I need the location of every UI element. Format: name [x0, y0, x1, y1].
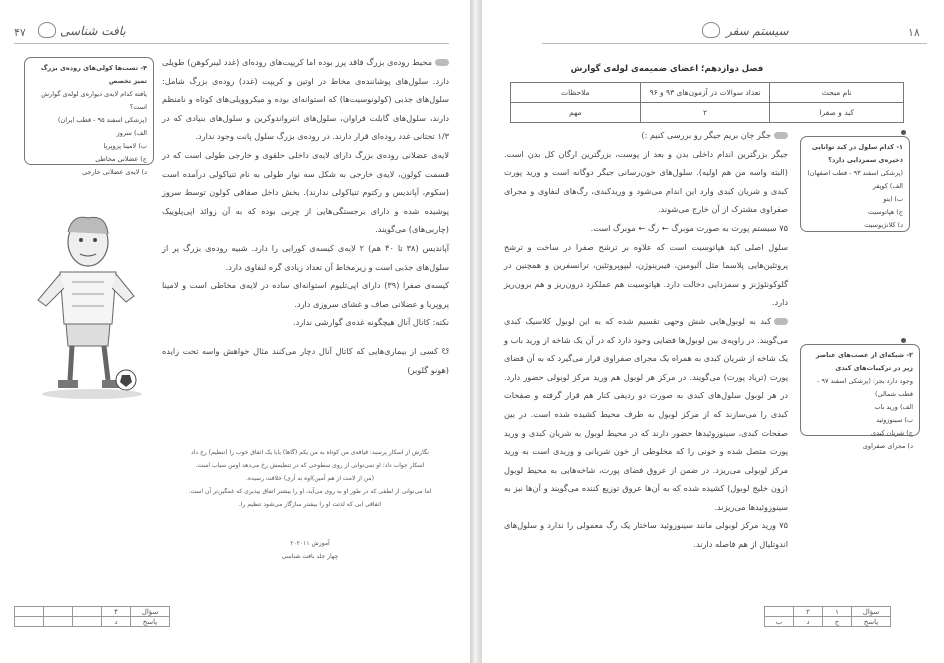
left-paragraph-5: نکته: کانال آنال هیچگونه غده‌ی گوارشی ندارد.: [292, 317, 449, 328]
option-b: ب) سینوزوئید: [876, 416, 913, 424]
illustration-shirt: [60, 272, 116, 324]
question-number: ۲- شبکه‌ای از عصب‌های عناصر زیر در ترکیبات‌های کبدی: [815, 351, 913, 372]
cartoon-footballer-illustration: [22, 212, 152, 402]
answer-grid-cell: [15, 607, 44, 617]
left-header-title: بافت شناسی: [60, 24, 126, 38]
table-header: نام مبحث: [770, 83, 904, 103]
right-page: [482, 0, 944, 663]
right-paragraph-4: سلول اصلی کبد هپاتوسیت است که علاوه بر ترشح صفرا در ساخت و ترشح پروتئین‌هایی پلاسما مثل آلبومین، فیبرینوژن، لیپوپروتئین، ترانسفرین و همچنین در گلوکونئوژنز و سمزدایی دخالت دارد. هپاتوسیت هم عملکرد درون‌ریز و هم برون‌ریز دارد.: [504, 241, 788, 308]
illustration-shoes: [58, 380, 122, 388]
quote-line: اما می‌توانی از لطفی که در طور او به روی می‌آید، او را بیشتر اتفاق بپذیری که غمگین‌تر آن است.: [188, 488, 432, 495]
illustration-legs: [70, 346, 108, 380]
answer-grid-row-question: [15, 607, 170, 617]
question-line: یافته کدام لایه‌ی دیواره‌ی لوله‌ی گوارش است؟: [41, 90, 147, 111]
right-header-rule: [542, 43, 927, 44]
right-page-number: ۱۸: [908, 26, 920, 39]
answer-grid-row-answer: [765, 617, 891, 627]
quote-source: چهار جلد بافت شناسی: [281, 553, 339, 560]
option-d: د) مجرای صفراوی: [862, 442, 913, 450]
left-answer-grid: [14, 606, 170, 627]
answer-grid-label: پاسخ: [131, 617, 170, 627]
left-question-box: [24, 57, 154, 176]
answer-grid-cell: [73, 607, 102, 617]
answer-grid-row-answer: [15, 617, 170, 627]
option-d: د) لایه‌ی عضلانی خارجی: [82, 168, 147, 176]
header-logo-icon: [702, 22, 720, 38]
option-b: ب) لامینا پروپریا: [103, 142, 147, 150]
left-paragraph-4: کیسه‌ی صفرا (۳۹) دارای اپی‌تلیوم استوانه‌ای ساده در لایه‌ی مخاطی است و لامینا پروپریا و عضلانی صاف و غشای سروزی دارد.: [162, 280, 449, 309]
right-body-text: [504, 126, 788, 554]
table-cell: مهم: [511, 103, 641, 123]
question-line: وجود دارد بجز: (پزشکی اسفند ۹۷ - قطب شمالی): [817, 377, 913, 398]
table-header: تعداد سوالات در آزمون‌های ۹۳ و ۹۶: [640, 83, 770, 103]
left-paragraph-2: لایه‌ی عضلانی روده‌ی بزرگ دارای لایه‌ی داخلی حلقوی و خارجی طولی است که در قسمت کولون، لایه‌ی خارجی به شکل سه نوار طولی به نام تنیاکولی درآمده است (سکوم، آپاندیس و رکتوم تنیاکولی ندارند). بخش داخل صفاقی کولون توسط سروز پوشیده شده و دارای برجستگی‌هایی از چربی بوده که به آن زوائد اپی‌پلوییک (چاربی‌های) می‌گویند.: [162, 149, 449, 235]
answer-grid-label: سؤال: [852, 607, 891, 617]
option-a: الف) سروز: [116, 129, 147, 137]
question-line: (پزشکی اسفند ۹۵ - قطب ایران): [57, 116, 147, 124]
left-header-rule: [14, 43, 449, 44]
prompt-icon: ☋: [438, 345, 449, 356]
illustration-eye-right: [93, 238, 97, 242]
table-header: ملاحظات: [511, 83, 641, 103]
answer-grid-label: پاسخ: [852, 617, 891, 627]
answer-grid-cell: ۲: [794, 607, 823, 617]
section-title: فصل دوازدهم؛ اعضای ضمیمه‌ی لوله‌ی گوارش: [570, 64, 764, 74]
question-marker-dot: [901, 338, 906, 343]
left-page-number: ۴۷: [14, 26, 26, 39]
question-prompt: ☋ کسی از بیماری‌هایی که کاتال آنال دچار می‌کنند مثال خواهش واسه تحت زایده (هونو گلوبر): [162, 345, 449, 375]
option-c: ج) هپاتوسیت: [867, 208, 903, 216]
header-logo-icon: [38, 22, 56, 38]
question-line: (پزشکی اسفند ۹۳ - قطب اصفهان): [807, 169, 903, 177]
illustration-hair: [68, 217, 108, 234]
answer-grid-cell: [15, 617, 44, 627]
answer-grid-cell: ۴: [102, 607, 131, 617]
right-paragraph-3: ۷۵ سیستم پورت به صورت موبرگ ← رگ ← موبرگ است.: [590, 222, 788, 233]
right-paragraph-6: ۷۵ ورید مرکز لوبولی مانند سینوزوئید ساختار یک رگ معمولی را ندارد و سلول‌های اندوتلیال از هم فاصله دارند.: [504, 520, 788, 550]
right-answer-grid: [764, 606, 891, 627]
right-paragraph-1: جگر جان بریم جیگر رو بررسی کنیم :): [504, 126, 788, 145]
answer-grid-cell: [44, 607, 73, 617]
quote-line: اسکار جواب داد: او نمی‌توانی از روی سطوحی که در تنظیمش رخ می‌دهد اوس سیاب است.: [195, 462, 425, 469]
right-question-box-1: [800, 136, 910, 232]
option-d: د) کلانژیوسیت: [864, 221, 903, 229]
bullet-icon: [435, 59, 449, 66]
option-a: الف) ورید باب: [874, 403, 913, 411]
answer-grid-cell: ج: [823, 617, 852, 627]
illustration-arm-right: [112, 274, 134, 302]
option-c: ج) عضلانی مخاطی: [95, 155, 147, 163]
left-paragraph-3: آپاندیس (۳۸ تا ۴۰ هم) ۲ لایه‌ی کیسه‌ی کورابی را دارد. شبیه روده‌ی بزرگ پر از سلول‌های جذبی است و زیرمخاط آن تعداد زیادی گره لنفاوی دارد.: [162, 242, 449, 272]
left-paragraph-1: محیط روده‌ی بزرگ فاقد پرز بوده اما کریپت‌های روده‌ای (غدد لیبرکوهن) طویلی دارد. سلول‌های پوشاننده‌ی مخاط در اوتین و کریپت (غدد) روده‌ی بزرگ شامل: سلول‌های جذبی (کولونوسیت‌ها) که استوانه‌ای بوده و میکروویلی‌های کوتاه و نامنظم دارند، سلول‌های گابلت فراوان، سلول‌های انترواندوکرین و سلول‌های بنیادی که در ۱/۳ تحتانی غدد روده‌ای قرار دارند. در روده‌ی بزرگ سلول پانت وجود ندارد.: [162, 57, 449, 142]
bullet-icon: [774, 318, 788, 325]
question-marker-dot: [901, 130, 906, 135]
answer-grid-cell: ب: [765, 617, 794, 627]
bullet-icon: [774, 132, 788, 139]
right-paragraph-2: جیگر بزرگترین اندام داخلی بدن و بعد از پوست، بزرگترین ارگان کل بدن است. (البته واسه من هم اولیه). سلول‌های خون‌رسانی جیگر دوگانه است و ورید پورت کبدی و شریان کبدی وارد این اندام می‌شود و وریدکبدی، رگ‌های لنفاوی و مجرای صفراوی مشترک از آن خارج می‌شوند.: [504, 148, 788, 215]
answer-grid-cell: د: [102, 617, 131, 627]
table-cell: کبد و صفرا: [770, 103, 904, 123]
left-quote-block: [170, 446, 450, 563]
option-c: ج) شریان کبدی: [870, 429, 913, 437]
question-number: ۱- کدام سلول در کبد توانایی ذخیره‌ی سمزدایی دارد؟: [811, 143, 903, 164]
left-body-text: [162, 53, 449, 379]
answer-grid-cell: د: [794, 617, 823, 627]
answer-grid-cell: ۱: [823, 607, 852, 617]
option-a: الف) کوپفر: [872, 182, 903, 190]
question-number: ۴- تست‌ها کولی‌های روده‌ی بزرگ تمیز تخصص: [40, 64, 147, 85]
table-row: [511, 103, 904, 123]
table-header-row: [511, 83, 904, 103]
right-paragraph-5: کبد به لوبول‌هایی شش وجهی تقسیم شده که به این لوبول کلاسیک کبدی می‌گویند. در زاویه‌ی بین لوبول‌ها فضایی وجود دارد که در آن یک شاخه از ورید باب و یک شاخه از شریان کبدی به همراه یک مجرای صفراوی قرار می‌گیرد که به آن فضای پورت (تریاد پورت) می‌گویند. در مرکز هر لوبول هم ورید مرکز لوبولی حضور دارد. در هر لوبول سلول‌های کبدی به صورت دو ردیفی کنار هم قرار گرفته و صفحات کبدی را می‌سازند که از مرکز لوبول به طرف محیط کشیده شده است. در بین صفحات کبدی، سینوزوئیدها حضور دارند که در محیط لوبول به شریان کبدی و ورید پورت متصل شده و خونی را که مخلوطی از خون شریانی و وریدی است به ورید مرکز لوبولی می‌ریزد. در ضمن از عروق فضای پورت، شاخه‌هایی به محیط لوبول (زون خلیج لوبول) کشیده شده که به آن‌ها عروق توزیع کننده می‌گویند و آن‌ها نیز به سینوزوئیدها می‌ریزند.: [503, 315, 788, 512]
answer-grid-cell: [765, 607, 794, 617]
answer-grid-row-question: [765, 607, 891, 617]
option-b: ب) ایتو: [883, 195, 903, 203]
right-header-title: سیستم سفر: [726, 24, 789, 38]
quote-author: آموزش ۲۰۲۰۱۱: [290, 540, 330, 547]
illustration-shorts: [66, 324, 110, 346]
quote-line: نگارش از اسکار پرسید: قیافه‌ی من کوتاه به من یکم (گاها) بابا یک اتفاق خوب را (تنظیم) رخ داد: [191, 449, 429, 456]
illustration-shadow: [42, 389, 142, 399]
chapter-summary-table: [510, 82, 904, 123]
answer-grid-cell: [44, 617, 73, 627]
illustration-eye-left: [79, 238, 83, 242]
quote-line: (من از لامت از هم آمین)اوه به آری) خلاقت رسیده.: [246, 475, 374, 482]
quote-line: اتفاقی ابی که لذتت او را بیشتر سازگار می‌شود تنظیم را.: [238, 501, 382, 508]
answer-grid-cell: [73, 617, 102, 627]
right-question-box-2: [800, 344, 920, 450]
answer-grid-label: سؤال: [131, 607, 170, 617]
illustration-arm-left: [38, 274, 64, 306]
table-cell: ۲: [640, 103, 770, 123]
